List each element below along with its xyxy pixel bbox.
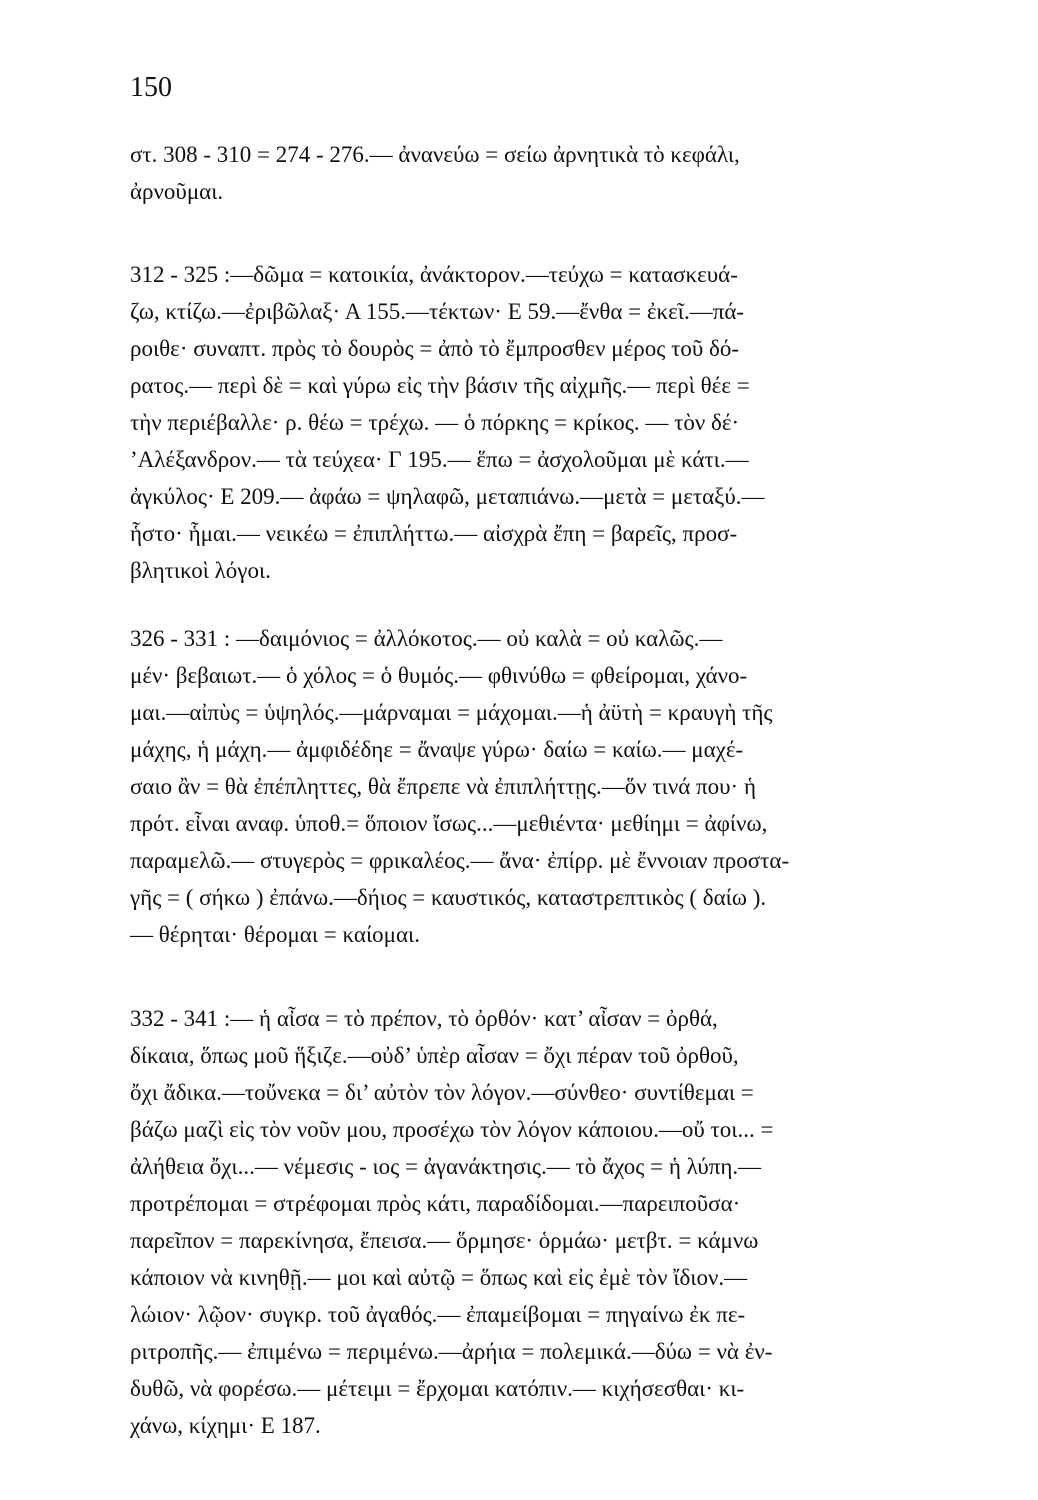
commentary-paragraph-332-341: 332 - 341 :— ἡ αἶσα = τὸ πρέπον, τὸ ὀρθόν· κατ’ αἶσαν = ὀρθά, δίκαια, ὅπως μοῦ ἥξιζε.—οὐδ’ ὑπὲρ αἶσαν = ὄχι πέραν τοῦ ὀρθοῦ, ὄχι ἄδικα.—τοὔνεκα = δι’ αὐτὸν τὸν λόγον.—σύνθεο· συντίθεμαι = βάζω μαζὶ εἰς τὸν νοῦν μου, προσέχω τὸν λόγον κάποιου.—οὔ τοι... = ἀλήθεια ὄχι...— νέμεσις - ιος = ἀγανάκτησις.— τὸ ἄχος = ἡ λύπη.— προτρέπομαι = στρέφομαι πρὸς κάτι, παραδίδομαι.—παρειποῦσα· παρεῖπον = παρεκίνησα, ἔπεισα.— ὅρμησε· ὁρμάω· μετβτ. = κάμνω κάποιον νὰ κινηθῇ.— μοι καὶ αὐτῷ = ὅπως καὶ εἰς ἐμὲ τὸν ἴδιον.— λώιον· λῷον· συγκρ. τοῦ ἀγαθός.— ἐπαμείβομαι = πηγαίνω ἐκ πε- ριτροπῆς.— ἐπιμένω = περιμένω.—ἀρήια = πολεμικά.—δύω = νὰ ἐν- δυθῶ, νὰ φορέσω.— μέτειμι = ἔρχομαι κατόπιν.— κιχήσεσθαι· κι- χάνω, κίχημι· Ε 187. xyxy=(130,1006,774,1438)
commentary-paragraph-308-310: στ. 308 - 310 = 274 - 276.— ἀνανεύω = σείω ἀρνητικὰ τὸ κεφάλι, ἀρνοῦμαι. xyxy=(130,142,740,204)
page-number: 150 xyxy=(130,72,172,103)
commentary-paragraph-326-331: 326 - 331 : —δαιμόνιος = ἀλλόκοτος.— οὐ καλὰ = οὐ καλῶς.— μέν· βεβαιωτ.— ὁ χόλος = ὁ θυμός.— φθινύθω = φθείρομαι, χάνο- μαι.—αἰπὺς = ὑψηλός.—μάρναμαι = μάχομαι.—ἡ ἀϋτὴ = κραυγὴ τῆς μάχης, ἡ μάχη.— ἀμφιδέδηε = ἄναψε γύρω· δαίω = καίω.— μαχέ- σαιο ἂν = θὰ ἐπέπληττες, θὰ ἔπρεπε νὰ ἐπιπλήττῃς.—ὅν τινά που· ἡ πρότ. εἶναι αναφ. ὑποθ.= ὅποιον ἴσως...—μεθιέντα· μεθίημι = ἀφίνω, παραμελῶ.— στυγερὸς = φρικαλέος.— ἄνα· ἐπίρρ. μὲ ἔννοιαν προστα- γῆς = ( σήκω ) ἐπάνω.—δήιος = καυστικός, καταστρεπτικὸς ( δαίω ). — θέρηται· θέρομαι = καίομαι. xyxy=(130,626,790,947)
commentary-paragraph-312-325: 312 - 325 :—δῶμα = κατοικία, ἀνάκτορον.—τεύχω = κατασκευά- ζω, κτίζω.—ἐριβῶλαξ· Α 155.—τέκτων· Ε 59.—ἔνθα = ἐκεῖ.—πά- ροιθε· συναπτ. πρὸς τὸ δουρὸς = ἀπὸ τὸ ἔμπροσθεν μέρος τοῦ δό- ρατος.— περὶ δὲ = καὶ γύρω εἰς τὴν βάσιν τῆς αἰχμῆς.— περὶ θέε = τὴν περιέβαλλε· ρ. θέω = τρέχω. — ὁ πόρκης = κρίκος. — τὸν δέ· ’Αλέξανδρον.— τὰ τεύχεα· Γ 195.— ἕπω = ἀσχολοῦμαι μὲ κάτι.— ἀγκύλος· Ε 209.— ἀφάω = ψηλαφῶ, μεταπιάνω.—μετὰ = μεταξύ.— ἧστο· ἧμαι.— νεικέω = ἐπιπλήττω.— αἰσχρὰ ἔπη = βαρεῖς, προσ- βλητικοὶ λόγοι. xyxy=(130,262,765,583)
